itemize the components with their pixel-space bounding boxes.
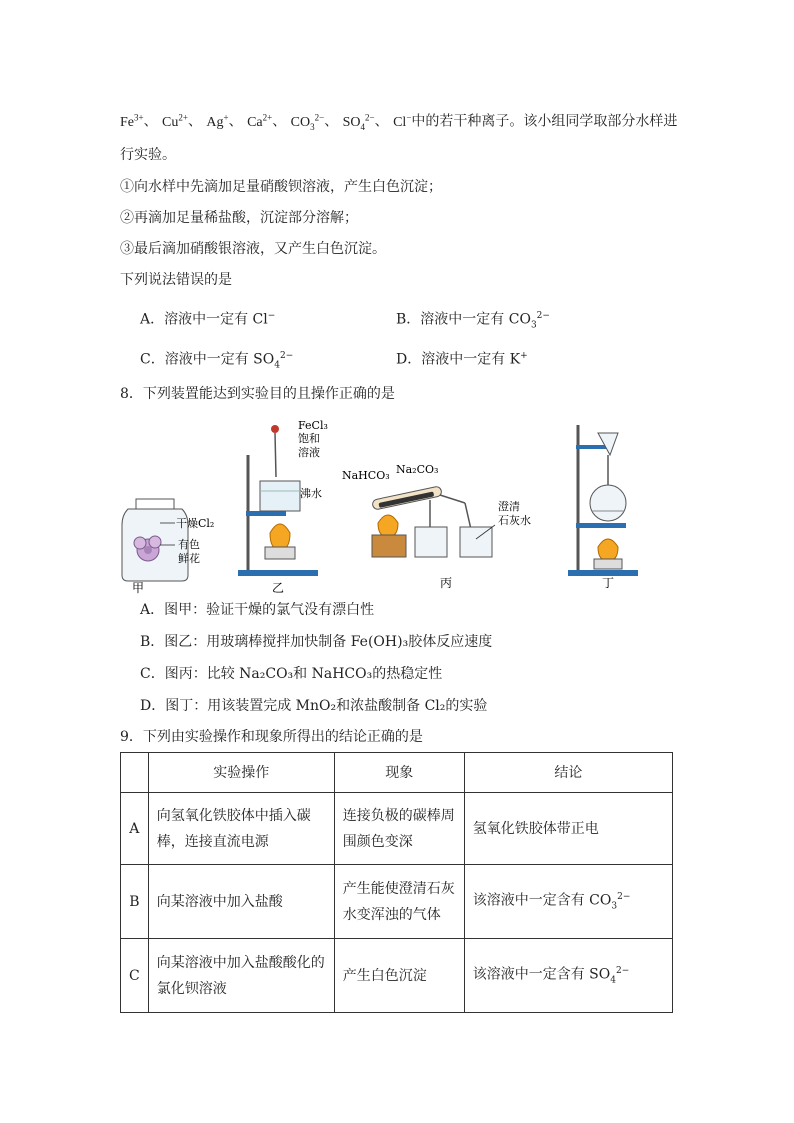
header-operation: 实验操作	[148, 753, 334, 793]
header-phenomenon: 现象	[334, 753, 464, 793]
q7-option-c[interactable]: C．溶液中一定有 $SO_4^{2-}$	[140, 351, 294, 371]
ion-co3: $CO_3^{2-}$	[290, 112, 325, 132]
table-header-row	[121, 753, 673, 793]
header-conclusion: 结论	[464, 753, 672, 793]
figure-jia	[122, 499, 214, 595]
q9-table	[120, 752, 673, 1013]
label-dry-cl2: 干燥Cl₂	[176, 517, 215, 530]
q7-question: 下列说法错误的是	[120, 272, 232, 288]
label-saturated: 饱和	[298, 432, 320, 445]
row-conclusion: 氢氧化铁胶体带正电	[464, 793, 672, 865]
q8-option-c[interactable]: C．图丙：比较 Na₂CO₃和 NaHCO₃的热稳定性	[140, 666, 443, 682]
row-operation: 向某溶液中加入盐酸	[148, 865, 334, 939]
row-conclusion: 该溶液中一定含有 $SO_4^{2-}$	[464, 939, 672, 1013]
row-phenomenon: 连接负极的碳棒周 围颜色变深	[334, 793, 464, 865]
header-cell-empty	[121, 753, 149, 793]
q8-option-d[interactable]: D．图丁：用该装置完成 MnO₂和浓盐酸制备 Cl₂的实验	[140, 698, 488, 714]
row-conclusion: 该溶液中一定含有 $CO_3^{2-}$	[464, 865, 672, 939]
row-operation: 向某溶液中加入盐酸酸化的 氯化钡溶液	[148, 939, 334, 1013]
table-row[interactable]	[121, 939, 673, 1013]
figure-bing	[342, 463, 531, 590]
q8-stem: 8．下列装置能达到实验目的且操作正确的是	[120, 386, 395, 402]
q8-apparatus-figure	[110, 415, 670, 595]
q7-option-b[interactable]: B．溶液中一定有 $CO_3^{2-}$	[396, 311, 550, 331]
row-label: A	[121, 793, 149, 865]
label-boiling: 沸水	[300, 487, 322, 500]
intro-line2: 行实验。	[120, 147, 176, 163]
figure-yi	[238, 419, 328, 595]
ion-so4: $SO_4^{2-}$	[342, 112, 375, 132]
q8-option-a[interactable]: A．图甲：验证干燥的氯气没有漂白性	[140, 602, 375, 618]
row-phenomenon: 产生能使澄清石灰 水变浑浊的气体	[334, 865, 464, 939]
label-jia: 甲	[132, 581, 145, 595]
label-bing: 丙	[440, 576, 453, 590]
label-colored-1: 有色	[178, 538, 200, 551]
intro-tail: 中的若干种离子。该小组同学取部分水样进	[411, 113, 678, 130]
q9-stem: 9．下列由实验操作和现象所得出的结论正确的是	[120, 729, 423, 745]
label-yi: 乙	[272, 581, 285, 595]
ion-cl: Cl−	[393, 112, 412, 130]
label-fecl3: FeCl₃	[298, 419, 328, 432]
ion-cu: $Cu^{2+}$	[162, 112, 188, 130]
label-ding: 丁	[602, 576, 615, 590]
step-2: ②再滴加足量稀盐酸，沉淀部分溶解；	[120, 210, 358, 226]
label-limewater-2: 石灰水	[498, 514, 531, 527]
step-3: ③最后滴加硝酸银溶液，又产生白色沉淀。	[120, 241, 386, 257]
ion-fe: $Fe^{3+}$	[120, 112, 144, 130]
ion-list-line: $Fe^{3+}$、 $Cu^{2+}$、 Ag+、 $Ca^{2+}$、 $CO_3^{2-}$、 $SO_4^{2-}$、 Cl−中的若干种离子。该小组同学取部分水样进	[120, 112, 678, 132]
label-nahco3: NaHCO₃	[342, 469, 390, 482]
figure-ding	[568, 425, 638, 590]
row-label: C	[121, 939, 149, 1013]
table-row[interactable]	[121, 793, 673, 865]
row-operation: 向氢氧化铁胶体中插入碳 棒，连接直流电源	[148, 793, 334, 865]
ion-ag: Ag+	[206, 112, 229, 130]
row-phenomenon: 产生白色沉淀	[334, 939, 464, 1013]
q7-option-d[interactable]: D．溶液中一定有 K+	[396, 351, 528, 368]
ion-ca: $Ca^{2+}$	[247, 112, 273, 130]
q7-option-a[interactable]: A．溶液中一定有 Cl−	[140, 311, 276, 328]
step-1: ①向水样中先滴加足量硝酸钡溶液，产生白色沉淀；	[120, 179, 442, 195]
label-limewater-1: 澄清	[498, 500, 520, 513]
label-na2co3: Na₂CO₃	[396, 463, 439, 476]
table-row[interactable]	[121, 865, 673, 939]
q8-option-b[interactable]: B．图乙：用玻璃棒搅拌加快制备 Fe(OH)₃胶体反应速度	[140, 634, 493, 650]
row-label: B	[121, 865, 149, 939]
label-solution: 溶液	[298, 446, 320, 459]
label-colored-2: 鲜花	[178, 552, 200, 565]
